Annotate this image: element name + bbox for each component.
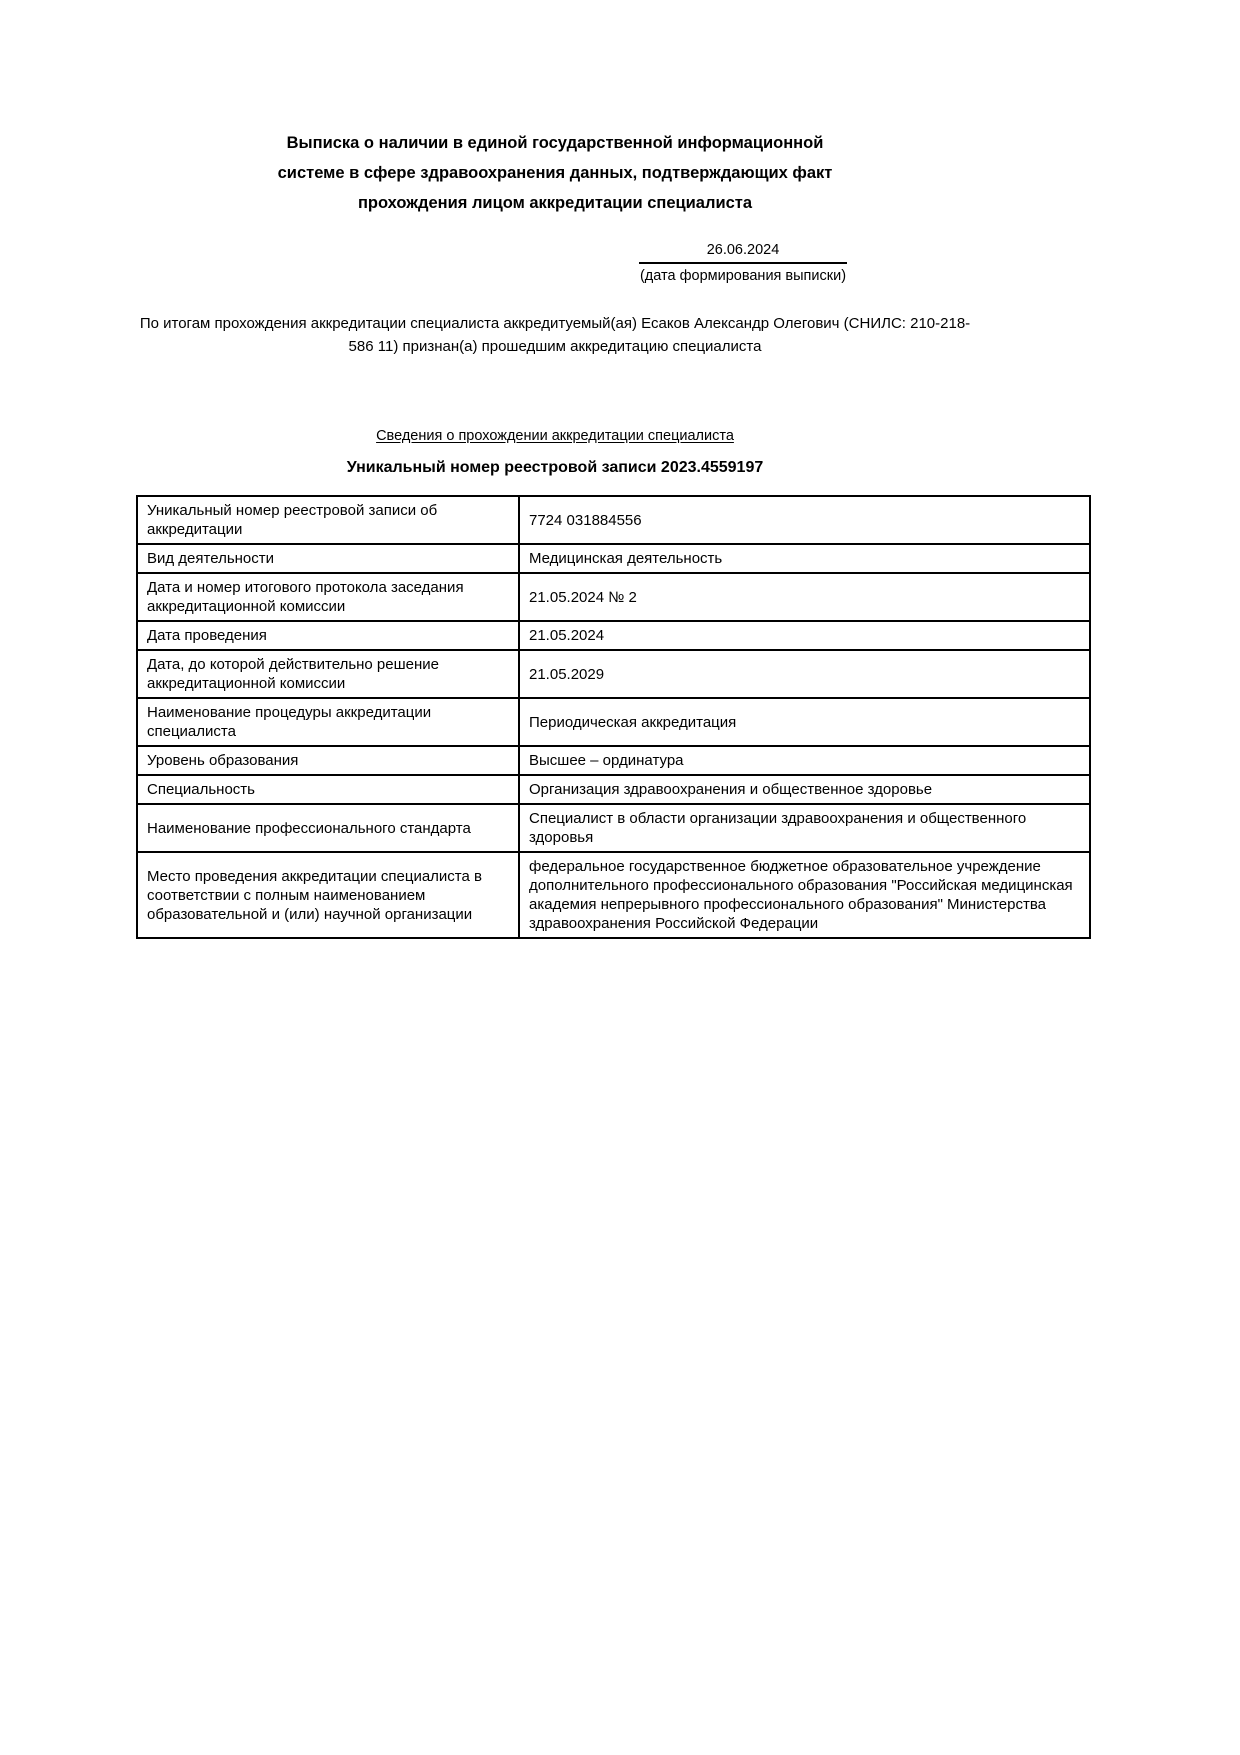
page-title-line-3: прохождения лицом аккредитации специалиста [357,194,753,212]
field-label-cell: Дата, до которой действительно решение аккредитационной комиссии [137,650,519,698]
page-title-line-1: Выписка о наличии в единой государственной информационной [286,134,824,152]
field-value-cell: Специалист в области организации здравоохранения и общественного здоровья [519,804,1090,852]
field-value-cell: Медицинская деятельность [519,544,1090,573]
page-title-line-2: системе в сфере здравоохранения данных, подтверждающих факт [277,164,833,182]
table-row [137,621,1090,650]
table-row [137,496,1090,544]
field-value-cell: 21.05.2024 № 2 [519,573,1090,621]
field-value-cell: 7724 031884556 [519,496,1090,544]
accreditation-details-table [136,495,1091,939]
table-row [137,650,1090,698]
table-row [137,775,1090,804]
field-label-cell: Место проведения аккредитации специалиста в соответствии с полным наименованием образовательной и (или) научной организации [137,852,519,938]
formation-date-caption: (дата формирования выписки) [639,268,847,284]
field-value-cell: Организация здравоохранения и общественное здоровье [519,775,1090,804]
field-label-cell: Уникальный номер реестровой записи об аккредитации [137,496,519,544]
table-row [137,804,1090,852]
registry-number-heading: Уникальный номер реестровой записи 2023.4559197 [346,459,764,476]
formation-date-block [639,240,847,286]
field-label-cell: Специальность [137,775,519,804]
table-row [137,544,1090,573]
field-label-cell: Дата проведения [137,621,519,650]
field-value-cell: 21.05.2029 [519,650,1090,698]
field-value-cell: федеральное государственное бюджетное образовательное учреждение дополнительного профессионального образования "Российская медицинская академия непрерывного профессионального образования" Министерства здравоохранения Российской Федерации [519,852,1090,938]
table-row [137,852,1090,938]
page-title [135,128,975,218]
table-row [137,698,1090,746]
field-label-cell: Вид деятельности [137,544,519,573]
accreditation-result-paragraph: По итогам прохождения аккредитации специалиста аккредитуемый(ая) Есаков Александр Олегович (СНИЛС: 210-218-586 11) признан(а) прошедшим аккредитацию специалиста [139,315,971,355]
formation-date-value: 26.06.2024 [639,240,847,264]
table-row [137,746,1090,775]
field-value-cell: Высшее – ординатура [519,746,1090,775]
field-value-cell: Периодическая аккредитация [519,698,1090,746]
field-label-cell: Дата и номер итогового протокола заседания аккредитационной комиссии [137,573,519,621]
section-heading: Сведения о прохождении аккредитации специалиста [376,428,734,444]
table-row [137,573,1090,621]
field-label-cell: Наименование процедуры аккредитации специалиста [137,698,519,746]
document-content [135,0,975,477]
field-value-cell: 21.05.2024 [519,621,1090,650]
field-label-cell: Уровень образования [137,746,519,775]
field-label-cell: Наименование профессионального стандарта [137,804,519,852]
